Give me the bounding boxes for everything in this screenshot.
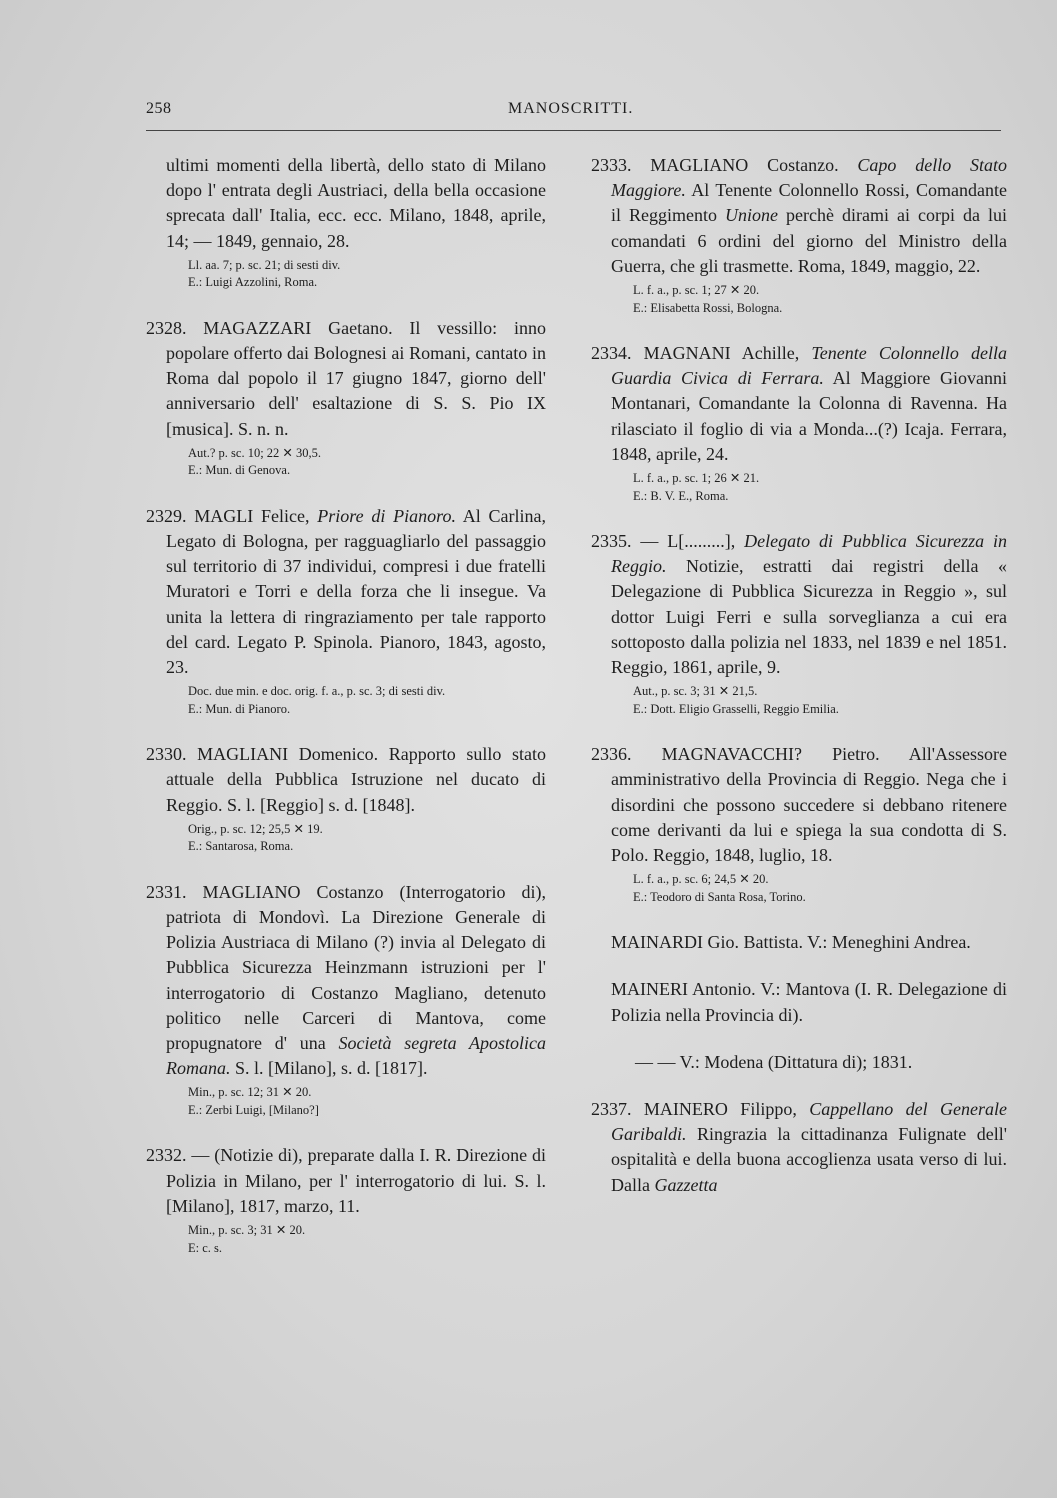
page-number: 258 xyxy=(146,100,172,117)
entry-title: Società segreta Apostolica Romana. xyxy=(166,1033,546,1079)
entry-notes xyxy=(633,282,1007,317)
entry-text xyxy=(146,880,546,1082)
entry-2334 xyxy=(591,341,1007,505)
regiment-name: Unione xyxy=(725,205,779,226)
entry-notes xyxy=(633,683,1007,718)
entry-notes xyxy=(633,871,1007,906)
entry-2331 xyxy=(146,880,546,1120)
entry-text xyxy=(591,529,1007,680)
entry-2329 xyxy=(146,504,546,718)
entry-text: 2330. MAGLIANI Domenico. Rapporto sullo stato attuale della Pubblica Istruzione nel ducato di Reggio. S. l. [Reggio] s. d. [1848]. xyxy=(146,744,546,815)
entry-2335 xyxy=(591,529,1007,718)
entry-notes xyxy=(188,257,546,292)
cross-reference-text: MAINARDI Gio. Battista. V.: Meneghini Andrea. xyxy=(611,932,971,953)
entry-title: Capo dello Stato Maggiore. xyxy=(611,155,1007,201)
entry-description: Aut., p. sc. 3; 31 ✕ 21,5. xyxy=(633,684,758,699)
entry-owner: E.: Luigi Azzolini, Roma. xyxy=(188,275,318,290)
entry-title: Cappellano del Generale Garibaldi. xyxy=(611,1099,1008,1145)
entry-text xyxy=(591,341,1007,467)
entry-description: Ll. aa. 7; p. sc. 21; di sesti div. xyxy=(188,257,341,272)
entry-body: Notizie, estratti dai registri della « Delegazione di Pubblica Sicurezza in Reggio », sul dottor Luigi Ferri e sulla sorveglianza a cui era sottoposto dalla polizia nel 1833, nel 1839 e nel 1851. Reggio, 1861, aprile, 9. xyxy=(611,556,1007,678)
entry-2336 xyxy=(591,742,1007,906)
entry-description: Min., p. sc. 3; 31 ✕ 20. xyxy=(188,1223,306,1238)
entry-lead: 2337. MAINERO Filippo, xyxy=(591,1099,810,1120)
entry-description: L. f. a., p. sc. 1; 26 ✕ 21. xyxy=(633,471,760,486)
entry-lead: 2329. MAGLI Felice, xyxy=(146,505,318,526)
entry-title: Tenente Colonnello della Guardia Civica di Ferrara. xyxy=(611,343,1007,389)
entry-description: L. f. a., p. sc. 6; 24,5 ✕ 20. xyxy=(633,872,769,887)
cross-reference-mainardi xyxy=(591,930,1007,955)
entry-body: Al Tenente Colonnello Rossi, Comandante il Reggimento xyxy=(611,180,1007,226)
entry-owner: E.: Mun. di Pianoro. xyxy=(188,701,291,716)
entry-body-end: S. l. [Milano], s. d. [1817]. xyxy=(230,1058,428,1079)
entry-owner: E.: Elisabetta Rossi, Bologna. xyxy=(633,300,783,315)
entry-body: Ringrazia la cittadinanza Fulignate dell' ospitalità e della buona accoglienza usata verso di lui. Dalla xyxy=(611,1124,1007,1195)
entry-2337 xyxy=(591,1097,1007,1198)
entry-text xyxy=(591,153,1007,279)
left-column xyxy=(146,153,546,1281)
entry-lead: 2335. — L[.........], xyxy=(591,531,745,552)
entry-owner: E.: Teodoro di Santa Rosa, Torino. xyxy=(633,889,806,904)
entry-body: Al Carlina, Legato di Bologna, per ragguagliarlo del passaggio sul territorio di 37 individui, compresi i due fratelli Muratori e Torri e della forza che li insegue. Va unita la lettera di ringraziamento per tale rapporto del card. Legato P. Spinola. Pianoro, 1843, agosto, 23. xyxy=(166,505,546,678)
entry-title: Priore di Pianoro. xyxy=(317,505,456,526)
entry-description: Doc. due min. e doc. orig. f. a., p. sc. 3; di sesti div. xyxy=(188,684,446,699)
entry-description: Min., p. sc. 12; 31 ✕ 20. xyxy=(188,1085,312,1100)
entry-body-end: perchè dirami ai corpi da lui comandati 6 ordini del giorno del Ministro della Guerra, che gli trasmette. Roma, 1849, maggio, 22. xyxy=(611,205,1007,276)
entry-2332 xyxy=(146,1143,546,1257)
entry-notes xyxy=(188,1222,546,1257)
entry-owner: E.: Santarosa, Roma. xyxy=(188,839,294,854)
right-column xyxy=(591,153,1007,1222)
cross-reference-text: MAINERI Antonio. V.: Mantova (I. R. Delegazione di Polizia nella Provincia di). xyxy=(611,979,1007,1025)
entry-title: Delegato di Pubblica Sicurezza in Reggio. xyxy=(611,531,1008,577)
entry-body: Al Maggiore Giovanni Montanari, Comandante la Colonna di Ravenna. Ha rilasciato il foglio di via a Monda...(?) Icaja. Ferrara, 1848, aprile, 24. xyxy=(611,368,1007,464)
entry-notes xyxy=(188,683,546,718)
entry-text: 2332. — (Notizie di), preparate dalla I. R. Direzione di Polizia in Milano, per l' interrogatorio di lui. S. l. [Milano], 1817, marzo, 11. xyxy=(146,1145,546,1216)
entry-owner: E.: Zerbi Luigi, [Milano?] xyxy=(188,1102,319,1117)
entry-text: ultimi momenti della libertà, dello stato di Milano dopo l' entrata degli Austriaci, della bella occasione sprecata dall' Italia, ecc. ecc. Milano, 1848, aprile, 14; — 1849, gennaio, 28. xyxy=(166,155,546,251)
entry-continuation xyxy=(146,153,546,292)
entry-text: 2328. MAGAZZARI Gaetano. Il vessillo: inno popolare offerto dai Bolognesi ai Romani, cantato in Roma dal popolo il 17 giugno 1847, giorno dell' anniversario dell' esaltazione di S. S. Pio IX [musica]. S. n. n. xyxy=(146,317,546,439)
entry-text xyxy=(146,504,546,680)
entry-description: Orig., p. sc. 12; 25,5 ✕ 19. xyxy=(188,821,323,836)
entry-2330 xyxy=(146,742,546,856)
newspaper-name: Gazzetta xyxy=(654,1174,718,1195)
entry-text xyxy=(591,1097,1007,1198)
entry-text: 2336. MAGNAVACCHI? Pietro. All'Assessore amministrativo della Provincia di Reggio. Nega che i disordini che possono succedere si debbano ritenere come derivanti da lui e spiega la sua condotta di S. Polo. Reggio, 1848, luglio, 18. xyxy=(591,744,1007,866)
cross-reference-maineri xyxy=(591,977,1007,1027)
entry-2328 xyxy=(146,316,546,480)
entry-lead: 2334. MAGNANI Achille, xyxy=(591,343,812,364)
entry-description: Aut.? p. sc. 10; 22 ✕ 30,5. xyxy=(188,445,322,460)
cross-reference-modena xyxy=(591,1050,1007,1075)
entry-lead: 2333. MAGLIANO Costanzo. xyxy=(591,155,858,175)
entry-notes xyxy=(188,445,546,480)
entry-notes xyxy=(188,821,546,856)
entry-2333 xyxy=(591,153,1007,317)
entry-body: 2331. MAGLIANO Costanzo (Interrogatorio di), patriota di Mondovì. La Direzione Generale di Polizia Austriaca di Milano (?) invia al Delegato di Pubblica Sicurezza Heinzmann istruzioni per l' interrogatorio di Costanzo Magliano, detenuto politico nelle Carceri di Mantova, come propugnatore d' una xyxy=(146,881,546,1054)
entry-notes xyxy=(633,470,1007,505)
running-title: MANOSCRITTI. xyxy=(508,100,634,117)
entry-description: L. f. a., p. sc. 1; 27 ✕ 20. xyxy=(633,283,760,298)
entry-owner: E: c. s. xyxy=(188,1240,223,1255)
entry-owner: E.: Dott. Eligio Grasselli, Reggio Emilia. xyxy=(633,701,839,716)
cross-reference-text: — — V.: Modena (Dittatura di); 1831. xyxy=(635,1051,913,1072)
entry-owner: E.: B. V. E., Roma. xyxy=(633,488,729,503)
header-rule xyxy=(146,130,1001,131)
entry-notes xyxy=(188,1084,546,1119)
entry-owner: E.: Mun. di Genova. xyxy=(188,463,291,478)
